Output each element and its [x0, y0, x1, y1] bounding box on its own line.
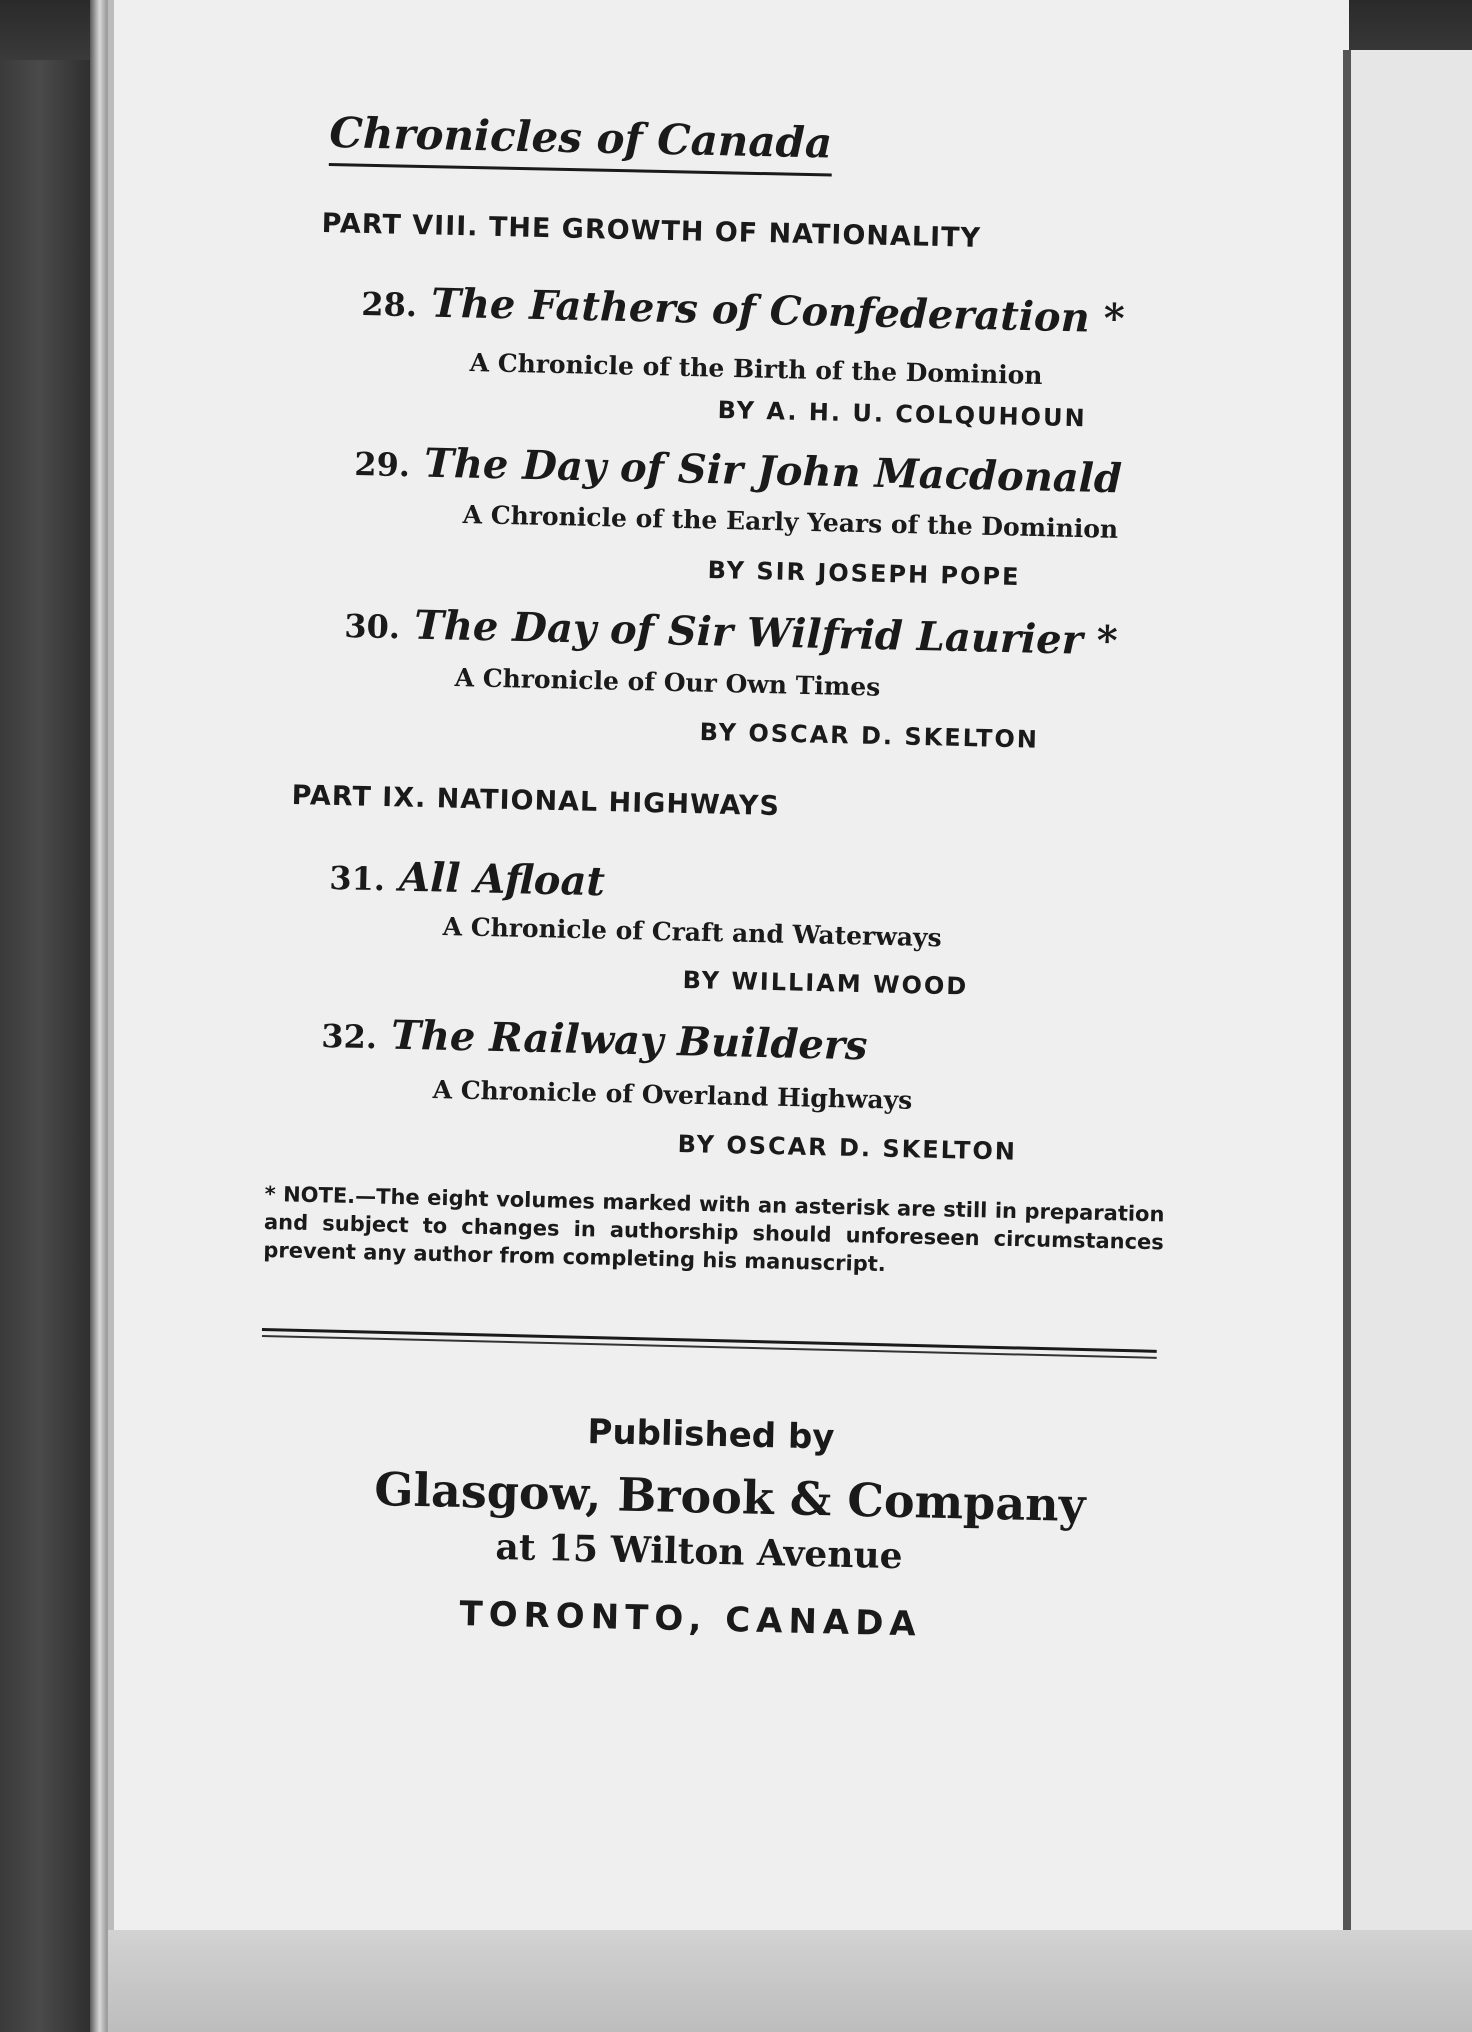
publisher-address: at 15 Wilton Avenue	[495, 1526, 904, 1578]
volume-title	[329, 852, 606, 905]
part-heading: PART VIII. THE GROWTH OF NATIONALITY	[321, 208, 982, 254]
volume-number: 28.	[360, 284, 418, 325]
volume-author: BY SIR JOSEPH POPE	[707, 556, 1021, 592]
volume-number: 30.	[343, 606, 401, 647]
publisher-city: TORONTO, CANADA	[459, 1594, 923, 1645]
series-title: Chronicles of Canada	[329, 108, 833, 177]
volume-title-text: All Afloat	[398, 853, 606, 906]
volume-title-text: The Railway Builders	[390, 1011, 869, 1070]
publisher-name: Glasgow, Brook & Company	[373, 1462, 1087, 1533]
volume-title-text: The Day of Sir John Macdonald	[423, 439, 1123, 503]
part-heading: PART IX. NATIONAL HIGHWAYS	[291, 780, 781, 823]
volume-subtitle: A Chronicle of the Birth of the Dominion	[469, 348, 1043, 390]
volume-subtitle: A Chronicle of Our Own Times	[454, 663, 881, 702]
volume-subtitle: A Chronicle of Craft and Waterways	[442, 912, 942, 953]
volume-number: 29.	[353, 444, 411, 485]
volume-title-text: The Day of Sir Wilfrid Laurier *	[413, 601, 1119, 665]
volume-author: BY A. H. U. COLQUHOUN	[717, 396, 1087, 433]
volume-title-text: The Fathers of Confederation *	[430, 279, 1126, 343]
volume-subtitle: A Chronicle of Overland Highways	[432, 1075, 913, 1115]
volume-author: BY WILLIAM WOOD	[682, 966, 969, 1001]
scan-background-bottom	[108, 1930, 1472, 2032]
volume-number: 31.	[328, 858, 386, 899]
footnote: * NOTE.—The eight volumes marked with an asterisk are still in preparation and subject to changes in authorship should unforeseen circumstances prevent any author from completing his manuscript.	[263, 1181, 1165, 1277]
volume-number: 32.	[320, 1016, 378, 1057]
volume-author: BY OSCAR D. SKELTON	[699, 718, 1040, 754]
published-by: Published by	[587, 1412, 835, 1458]
volume-subtitle: A Chronicle of the Early Years of the Dominion	[462, 500, 1119, 544]
facing-page-edge	[1343, 50, 1472, 2032]
volume-author: BY OSCAR D. SKELTON	[677, 1130, 1018, 1166]
